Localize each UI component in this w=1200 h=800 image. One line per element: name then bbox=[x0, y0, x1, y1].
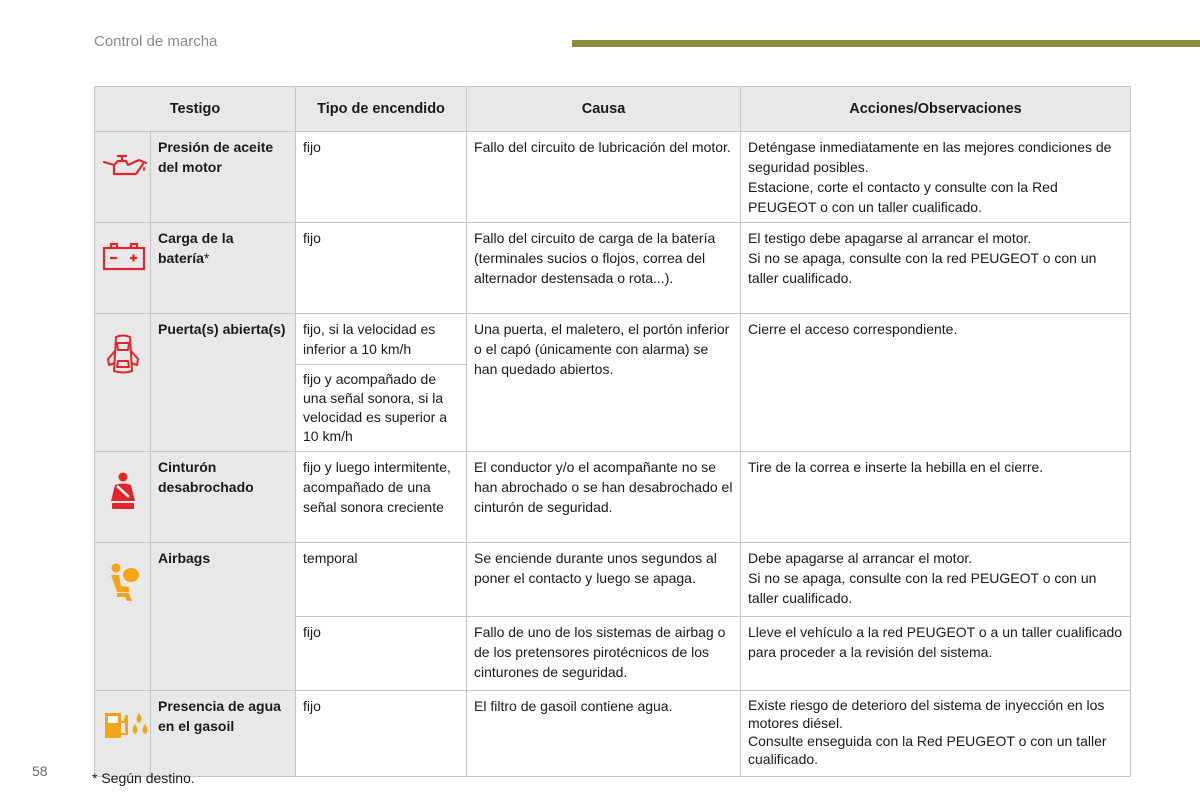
oil-pressure-icon bbox=[102, 151, 148, 181]
row-acciones bbox=[741, 132, 1131, 223]
footnote: * Según destino. bbox=[92, 770, 195, 786]
table-row bbox=[95, 452, 1131, 543]
column-header-tipo: Tipo de encendido bbox=[296, 87, 467, 132]
row-acciones-text: Debe apagarse al arrancar el motor. bbox=[748, 550, 973, 566]
row-acciones-2: Lleve el vehículo a la red PEUGEOT o a un taller cualificado para proceder a la revisión del sistema. bbox=[741, 617, 1131, 691]
icon-cell bbox=[95, 223, 151, 314]
row-tipo-2: fijo y acompañado de una señal sonora, si la velocidad es superior a 10 km/h bbox=[296, 365, 467, 452]
column-header-testigo: Testigo bbox=[95, 87, 296, 132]
row-acciones: Cierre el acceso correspondiente. bbox=[741, 314, 1131, 452]
seatbelt-icon bbox=[106, 471, 140, 511]
airbag-icon bbox=[104, 562, 142, 602]
row-name-oil-pressure: Presión de aceite del motor bbox=[151, 132, 296, 223]
row-name-battery bbox=[151, 223, 296, 314]
row-tipo: fijo bbox=[296, 223, 467, 314]
row-causa: Una puerta, el maletero, el portón inferior o el capó (únicamente con alarma) se han quedado abiertos. bbox=[467, 314, 741, 452]
row-tipo: temporal bbox=[296, 543, 467, 617]
table-header-row bbox=[95, 87, 1131, 132]
header-accent-bar bbox=[572, 40, 1200, 47]
battery-icon bbox=[102, 242, 146, 272]
row-tipo-2: fijo bbox=[296, 617, 467, 691]
row-causa: El conductor y/o el acompañante no se han abrochado o se han desabrochado el cinturón de seguridad. bbox=[467, 452, 741, 543]
row-tipo: fijo bbox=[296, 691, 467, 777]
row-causa: Fallo del circuito de carga de la batería (terminales sucios o flojos, correa del alternador destensada o rota...). bbox=[467, 223, 741, 314]
row-acciones-text-2: Si no se apaga, consulte con la red PEUGEOT o con un taller cualificado. bbox=[748, 250, 1097, 286]
table-row bbox=[95, 132, 1131, 223]
warning-lights-table bbox=[94, 86, 1131, 777]
section-title: Control de marcha bbox=[94, 33, 218, 50]
table-row bbox=[95, 691, 1131, 777]
row-acciones bbox=[741, 223, 1131, 314]
row-acciones: Tire de la correa e inserte la hebilla en el cierre. bbox=[741, 452, 1131, 543]
footnote-mark: * bbox=[203, 250, 210, 266]
row-tipo: fijo bbox=[296, 132, 467, 223]
row-acciones bbox=[741, 543, 1131, 617]
table-row bbox=[95, 223, 1131, 314]
row-name-water-in-diesel: Presencia de agua en el gasoil bbox=[151, 691, 296, 777]
row-tipo: fijo, si la velocidad es inferior a 10 km/h bbox=[296, 314, 467, 365]
row-acciones-text-2: Consulte enseguida con la Red PEUGEOT o con un taller cualificado. bbox=[748, 733, 1107, 767]
icon-cell bbox=[95, 691, 151, 777]
row-acciones bbox=[741, 691, 1131, 777]
row-name-airbags: Airbags bbox=[151, 543, 296, 691]
row-name-door: Puerta(s) abierta(s) bbox=[151, 314, 296, 452]
column-header-acciones: Acciones/Observaciones bbox=[741, 87, 1131, 132]
door-open-icon bbox=[106, 333, 140, 375]
row-acciones-text: El testigo debe apagarse al arrancar el motor. bbox=[748, 230, 1032, 246]
row-causa-2: Fallo de uno de los sistemas de airbag o de los pretensores pirotécnicos de los cinturones de seguridad. bbox=[467, 617, 741, 691]
table-row bbox=[95, 543, 1131, 617]
row-tipo: fijo y luego intermitente, acompañado de una señal sonora creciente bbox=[296, 452, 467, 543]
row-name-text: Carga de la batería bbox=[158, 230, 234, 266]
row-causa: Se enciende durante unos segundos al poner el contacto y luego se apaga. bbox=[467, 543, 741, 617]
row-acciones-text: Deténgase inmediatamente en las mejores condiciones de seguridad posibles. bbox=[748, 139, 1112, 175]
icon-cell bbox=[95, 452, 151, 543]
icon-cell bbox=[95, 314, 151, 452]
row-acciones-text: Existe riesgo de deterioro del sistema de inyección en los motores diésel. bbox=[748, 697, 1105, 731]
page-number: 58 bbox=[32, 763, 48, 779]
row-name-seatbelt: Cinturón desabrochado bbox=[151, 452, 296, 543]
water-in-diesel-icon bbox=[102, 710, 152, 740]
column-header-causa: Causa bbox=[467, 87, 741, 132]
icon-cell bbox=[95, 543, 151, 691]
row-acciones-text-2: Si no se apaga, consulte con la red PEUGEOT o con un taller cualificado. bbox=[748, 570, 1097, 606]
row-causa: El filtro de gasoil contiene agua. bbox=[467, 691, 741, 777]
row-causa: Fallo del circuito de lubricación del motor. bbox=[467, 132, 741, 223]
row-acciones-text-2: Estacione, corte el contacto y consulte con la Red PEUGEOT o con un taller cualificado. bbox=[748, 179, 1058, 215]
icon-cell bbox=[95, 132, 151, 223]
table-row bbox=[95, 314, 1131, 365]
